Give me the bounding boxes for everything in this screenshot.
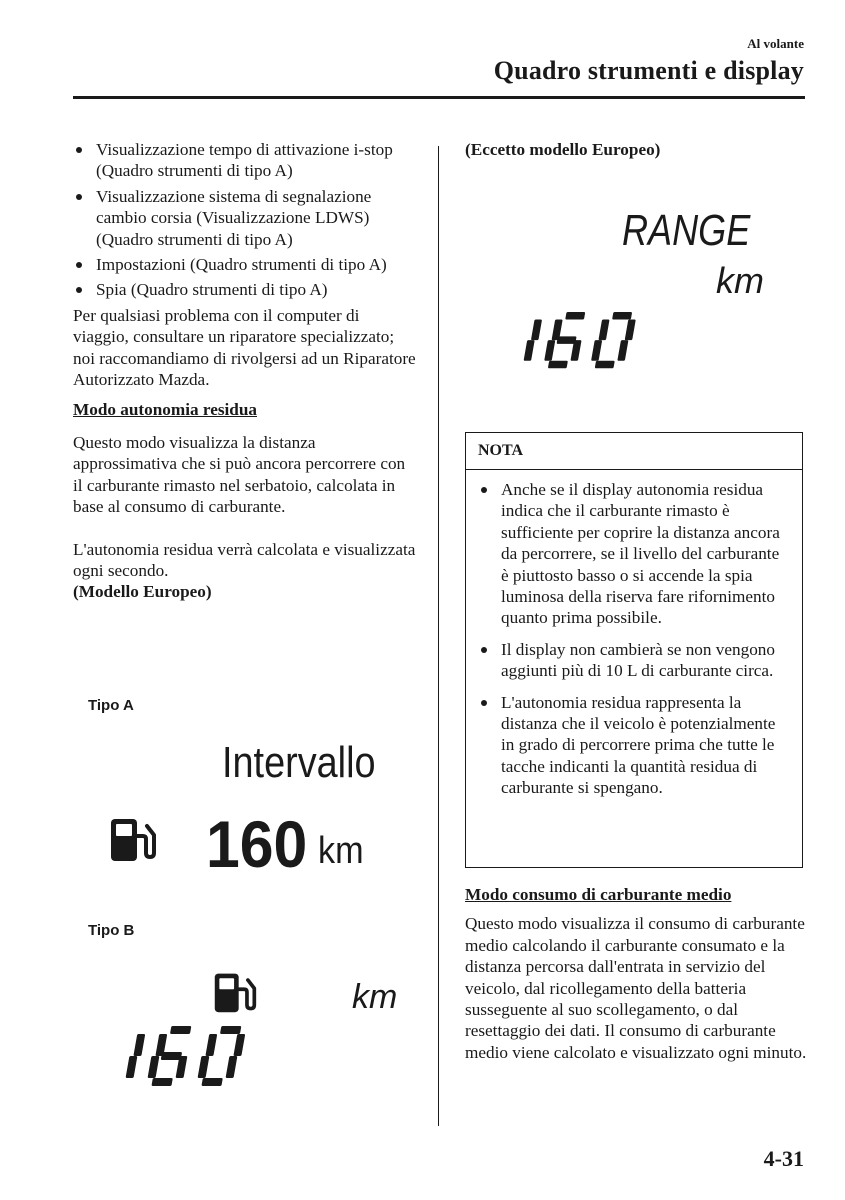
lcd-segment bbox=[201, 1078, 222, 1086]
list-item: Visualizzazione tempo di attivazione i-stop (Quadro strumenti di tipo A) bbox=[73, 139, 418, 182]
seven-segment-display bbox=[94, 1022, 254, 1094]
non-european-model-label: (Eccetto modello Europeo) bbox=[465, 140, 661, 159]
lcd-segment bbox=[233, 1034, 245, 1056]
lcd-segment bbox=[544, 340, 555, 361]
avg-consumption-section bbox=[465, 884, 807, 1063]
lcd-segment bbox=[548, 361, 568, 369]
list-item: Spia (Quadro strumenti di tipo A) bbox=[73, 279, 418, 300]
range-title: RANGE bbox=[622, 206, 751, 255]
lcd-segment bbox=[524, 340, 535, 361]
lcd-segment bbox=[198, 1056, 210, 1078]
range-paragraph-1: Questo modo visualizza la distanza approssimativa che si può ancora percorrere con il carburante rimasto nel serbatoio, calcolata in base al consumo di carburante. bbox=[73, 432, 406, 517]
list-item: Impostazioni (Quadro strumenti di tipo A) bbox=[73, 254, 418, 275]
lcd-segment bbox=[591, 340, 602, 361]
lcd-segment bbox=[148, 1056, 160, 1078]
lcd-segment bbox=[161, 1052, 182, 1060]
list-item: Visualizzazione sistema di segnalazione cambio corsia (Visualizzazione LDWS) (Quadro strumenti di tipo A) bbox=[73, 186, 418, 250]
lcd-segment bbox=[220, 1026, 241, 1034]
lcd-segment bbox=[557, 336, 577, 344]
fuel-pump-icon bbox=[212, 968, 258, 1016]
feature-list bbox=[73, 139, 418, 301]
range-paragraph-2: L'autonomia residua verrà calcolata e visualizzata ogni secondo. bbox=[73, 539, 416, 580]
list-item: Il display non cambierà se non vengono aggiunti più di 10 L di carburante circa. bbox=[478, 639, 790, 682]
list-item: L'autonomia residua rappresenta la distanza che il veicolo è potenzialmente in grado di percorrere prima che tutte le tacche indicanti la quantità residua di carburante si spengano. bbox=[478, 692, 790, 799]
fuel-pump-icon bbox=[108, 814, 158, 864]
lcd-segment bbox=[126, 1056, 138, 1078]
lcd-segment bbox=[133, 1034, 145, 1056]
lcd-segment bbox=[170, 1026, 191, 1034]
lcd-segment bbox=[565, 312, 585, 320]
lcd-segment bbox=[612, 312, 632, 320]
lcd-segment bbox=[598, 320, 609, 341]
subheading-range-mode: Modo autonomia residua bbox=[73, 400, 257, 420]
lcd-segment bbox=[151, 1078, 172, 1086]
tipo-b-label: Tipo B bbox=[88, 922, 135, 939]
seven-segment-display bbox=[494, 306, 644, 378]
column-divider bbox=[438, 146, 439, 1126]
note-box bbox=[465, 432, 803, 868]
tipo-a-label: Tipo A bbox=[88, 697, 134, 714]
european-model-label: (Modello Europeo) bbox=[73, 582, 212, 602]
note-list bbox=[478, 479, 790, 799]
lcd-segment bbox=[625, 320, 636, 341]
page-title: Quadro strumenti e display bbox=[493, 56, 804, 85]
left-column bbox=[73, 139, 418, 603]
intro-paragraph: Per qualsiasi problema con il computer di viaggio, consultare un riparatore specializzato; noi raccomandiamo di rivolgersi ad un Riparatore Autorizzato Mazda. bbox=[73, 305, 416, 390]
lcd-segment bbox=[595, 361, 615, 369]
tipo-a-title: Intervallo bbox=[222, 738, 376, 787]
header-rule bbox=[73, 96, 805, 99]
list-item: Anche se il display autonomia residua indica che il carburante rimasto è sufficiente per coprire la distanza ancora da percorrere, se il livello del carburante è piuttosto basso o si accende la spia luminosa della riserva fare rifornimento quanto prima possibile. bbox=[478, 479, 790, 629]
page-number: 4-31 bbox=[763, 1146, 804, 1171]
lcd-segment bbox=[205, 1034, 217, 1056]
lcd-segment bbox=[226, 1056, 238, 1078]
tipo-a-value: 160 bbox=[206, 807, 308, 881]
avg-consumption-paragraph: Questo modo visualizza il consumo di carburante medio calcolando il carburante consumato e la distanza percorsa dall'entrata in servizio del veicolo, dal ricollegamento della batteria susseguente al suo scollegamento, o dal resettaggio dei dati. Il consumo di carburante medio viene calcolato e visualizzato ogni minuto. bbox=[465, 914, 807, 1062]
note-title: NOTA bbox=[466, 433, 802, 470]
tipo-a-unit: km bbox=[318, 830, 364, 872]
right-column bbox=[465, 139, 807, 160]
range-unit: km bbox=[716, 260, 764, 301]
lcd-segment bbox=[617, 340, 628, 361]
tipo-b-unit: km bbox=[352, 978, 398, 1016]
section-label: Al volante bbox=[747, 36, 804, 51]
lcd-segment bbox=[531, 320, 542, 341]
subheading-avg-consumption: Modo consumo di carburante medio bbox=[465, 885, 732, 904]
